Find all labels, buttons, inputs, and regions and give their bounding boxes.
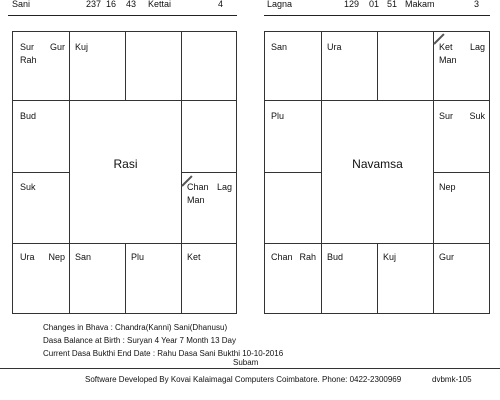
planet: Ura [20,252,35,262]
rasi-title: Rasi [113,157,138,171]
navamsa-title: Navamsa [352,157,403,171]
planet: Plu [271,111,285,121]
navamsa-house-6 [439,181,485,207]
rasi-house-2 [75,41,120,67]
planet: Rah [299,252,316,262]
planet: Rah [20,55,37,65]
planet: Bud [20,111,37,121]
planet: San [75,252,92,262]
planet: Ura [327,42,342,52]
rasi-house-12 [20,110,65,136]
navamsa-house-9 [327,251,372,277]
degree: 237 [86,0,102,9]
planet: Plu [131,252,145,262]
bhava-changes: Changes in Bhava : Chandra(Kanni) Sani(Dhanusu) [43,323,228,332]
planet: Nep [48,252,65,262]
planet: Bud [327,252,344,262]
planet: San [271,42,288,52]
planet: Kuj [75,42,89,52]
planet: Suk [20,182,36,192]
subam-label: Subam [233,358,259,367]
planet: Man [187,195,205,205]
navamsa-chart [264,31,490,314]
pada: 4 [218,0,224,9]
planet: Man [439,55,457,65]
star: Kettai [148,0,172,9]
minute: 01 [369,0,380,9]
planet: Ket [439,42,453,52]
pada: 3 [474,0,480,9]
second: 51 [387,0,398,9]
planet: Suk [469,111,485,121]
footer-separator [0,368,500,369]
planet: Sur [20,42,35,52]
planet-name: Sani [12,0,31,9]
planet: Lag [469,42,485,52]
degree: 129 [344,0,360,9]
footer-text: Software Developed By Kovai Kalaimagal Computers Coimbatore. Phone: 0422-2300969 [85,375,402,384]
second: 43 [126,0,137,9]
top-row-left [12,0,250,15]
planet: Gur [439,252,455,262]
footer-code: dvbmk-105 [432,375,472,384]
minute: 16 [106,0,117,9]
planet: Chan [187,182,209,192]
star: Makam [405,0,435,9]
rasi-house-10 [20,251,65,277]
rasi-house-8 [131,251,176,277]
rasi-chart [12,31,237,314]
planet: Kuj [383,252,397,262]
navamsa-house-7 [439,251,485,277]
rasi-house-7 [187,251,232,277]
navamsa-house-4 [439,41,485,67]
planet: Chan [271,252,293,262]
planet: Gur [49,42,65,52]
top-rule-right [264,15,490,16]
navamsa-house-1 [271,41,316,67]
planet: Lag [216,182,232,192]
navamsa-house-8 [383,251,428,277]
rasi-house-9 [75,251,120,277]
planet-name: Lagna [267,0,293,9]
rasi-house-1 [20,41,65,67]
rasi-house-5 [187,181,232,207]
navamsa-house-10 [271,251,316,277]
navamsa-house-12 [271,110,316,136]
planet: Ket [187,252,201,262]
planet: Nep [439,182,456,192]
dasa-balance: Dasa Balance at Birth : Suryan 4 Year 7 Month 13 Day [43,336,237,345]
rasi-house-11 [20,181,65,207]
top-row-right [267,0,487,15]
top-rule-left [8,15,237,16]
planet: Sur [439,111,454,121]
current-dasa: Current Dasa Bukthi End Date : Rahu Dasa Sani Bukthi 10-10-2016 [43,349,284,358]
navamsa-house-2 [327,41,372,67]
navamsa-house-5 [439,110,485,136]
